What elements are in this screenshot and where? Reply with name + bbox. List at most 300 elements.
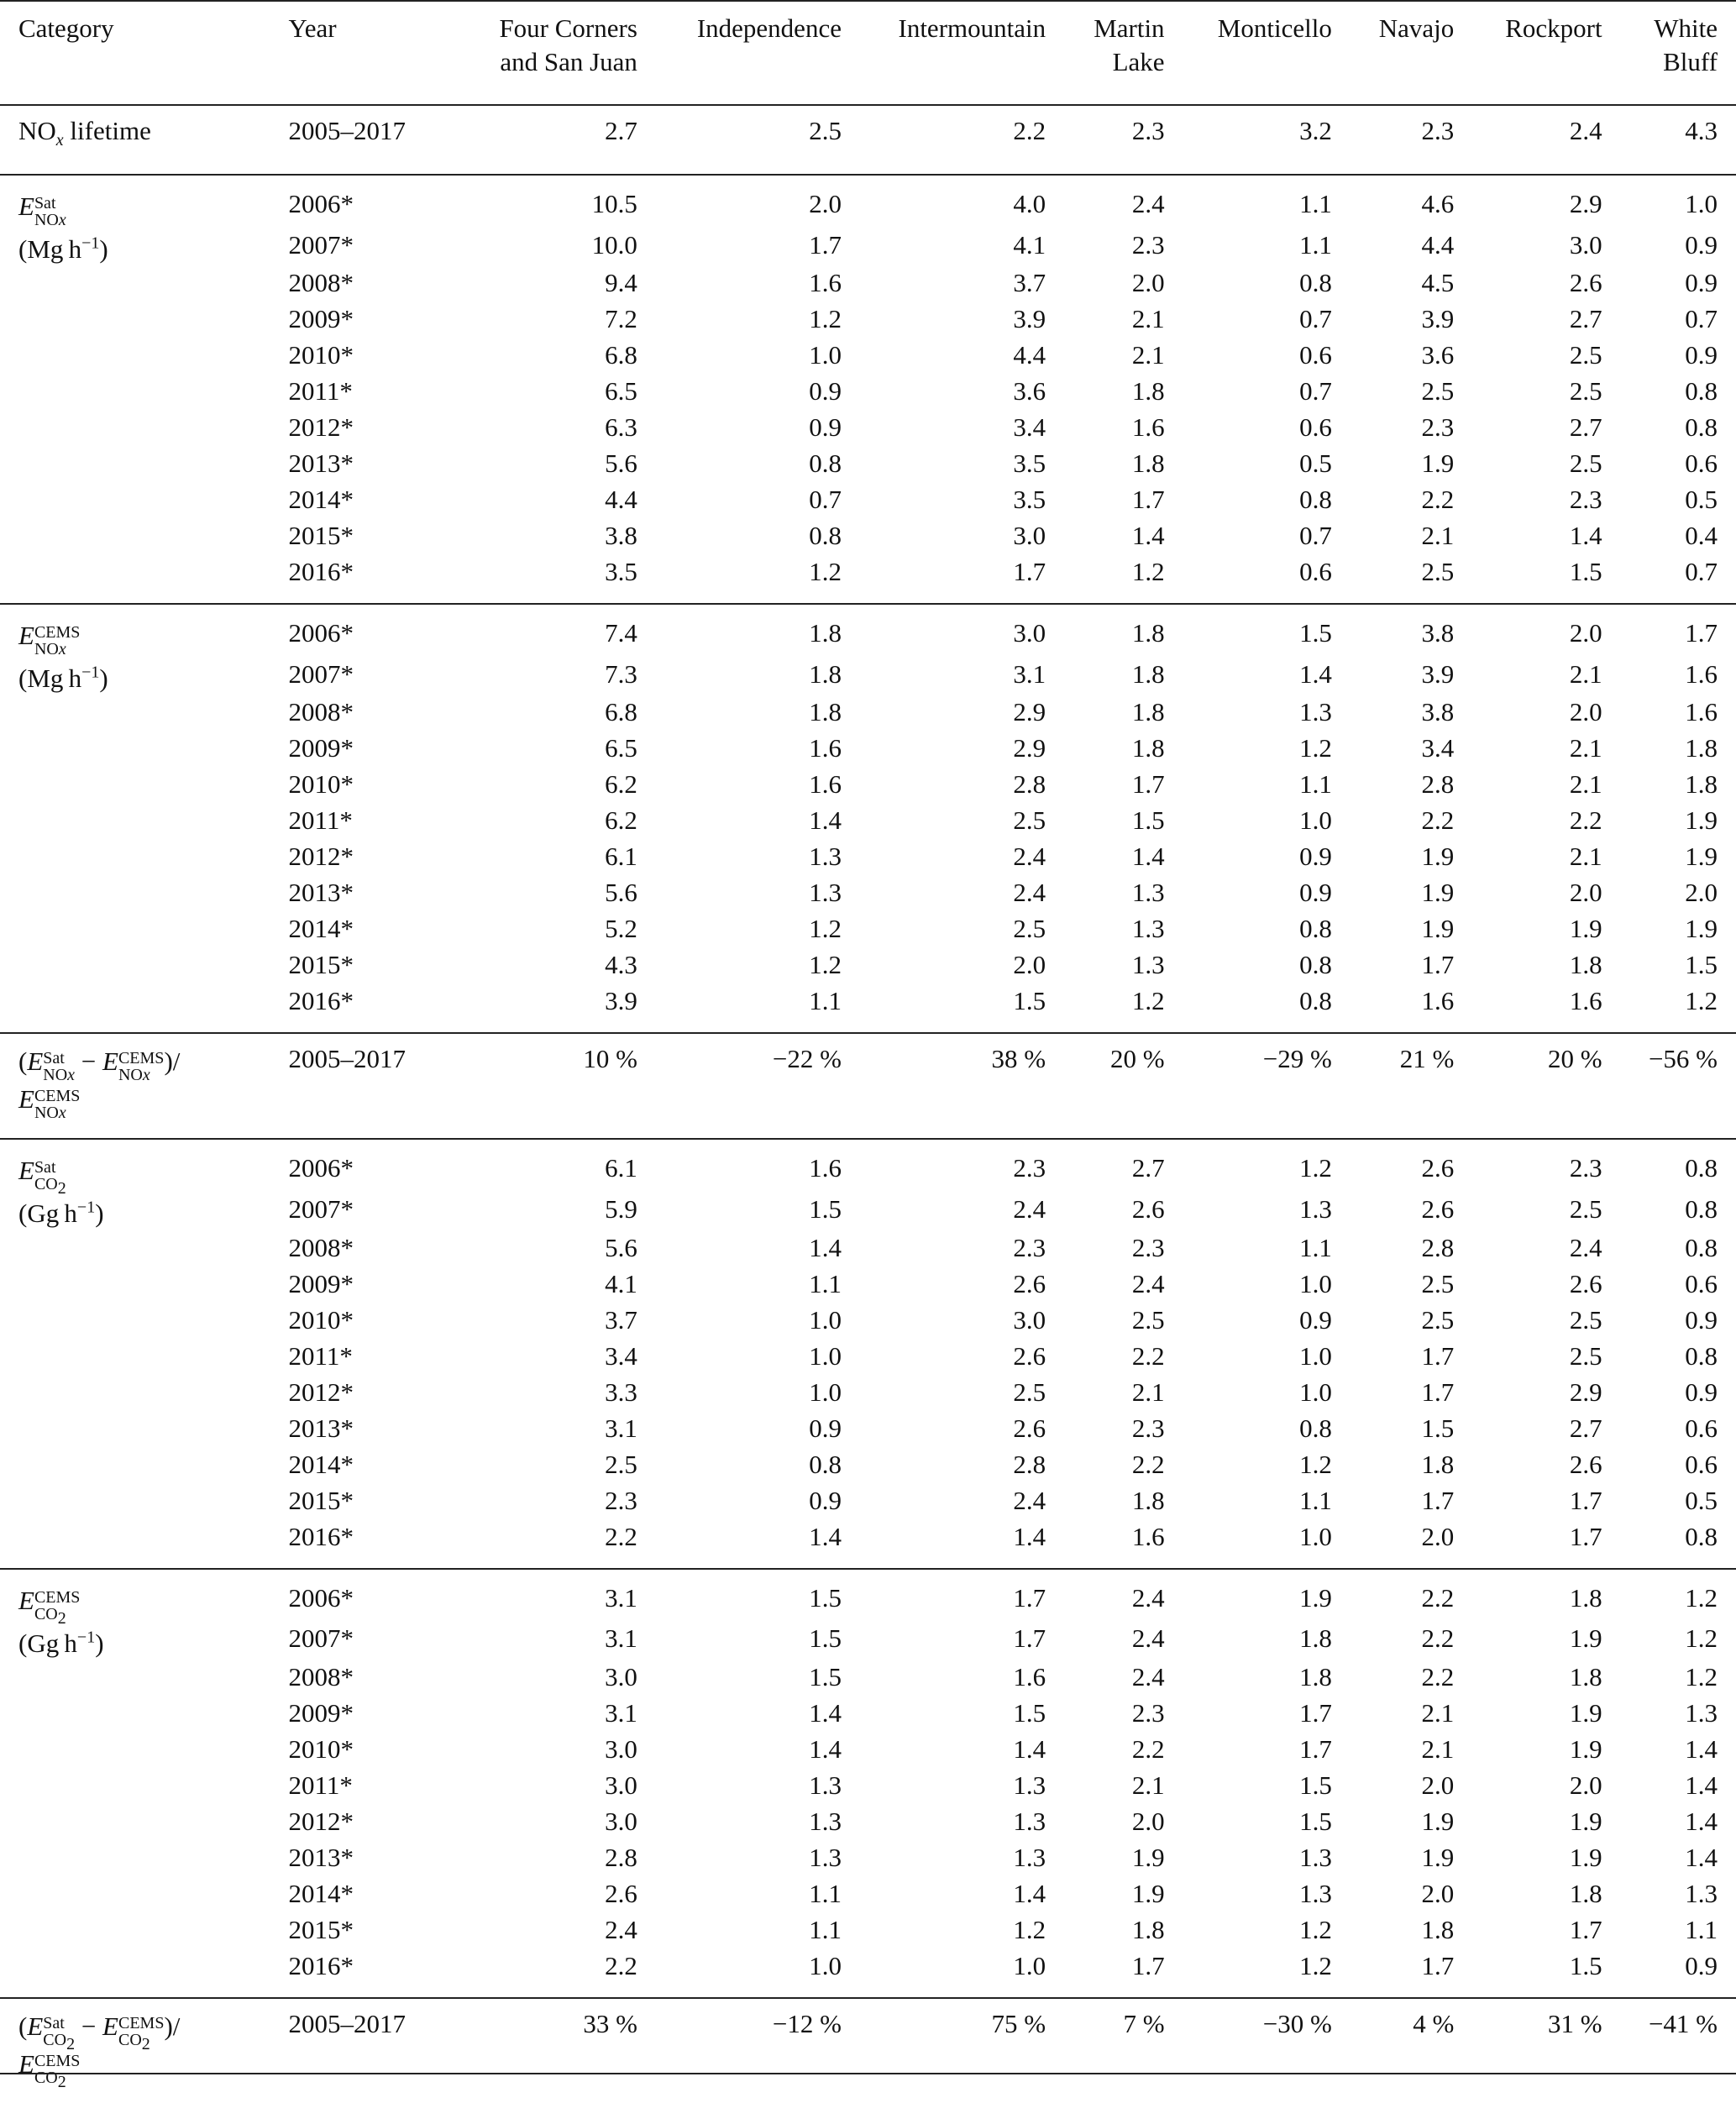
value-cell: 6.8 [605, 340, 637, 370]
value-cell: 2.5 [1013, 1377, 1046, 1407]
value-cell: 3.0 [605, 1733, 637, 1764]
value-cell: 1.3 [1685, 1878, 1718, 1908]
column-header: Intermountain [842, 1, 1046, 105]
value-cell: 1.2 [1131, 986, 1165, 1016]
value-cell: 1.2 [809, 557, 842, 587]
value-cell: 2.8 [1013, 769, 1046, 800]
emission-symbol: E CEMS $CO_2$ [102, 2011, 165, 2053]
value-cell: 0.8 [1685, 376, 1718, 406]
value-cell: 3.9 [1421, 304, 1455, 334]
value-cell: 1.1 [1299, 769, 1332, 800]
year-cell: 2010* [288, 1733, 354, 1764]
year-cell: 2005–2017 [288, 1998, 438, 2103]
table-row [0, 1731, 1736, 1767]
category-cell [0, 1875, 288, 1912]
year-cell: 2009* [288, 1697, 354, 1728]
value-cell: 3.0 [1569, 229, 1602, 260]
value-cell: 1.4 [1299, 658, 1332, 689]
value-cell: 2.5 [1421, 557, 1455, 587]
year-cell: 2006* [288, 175, 438, 227]
header-row [0, 1, 1736, 105]
category-cell [0, 838, 288, 874]
value-cell: 2.6 [1332, 1139, 1454, 1191]
value-cell: 1.9 [1685, 805, 1718, 836]
value-cell: 1.7 [1421, 950, 1455, 980]
value-cell: 1.2 [1685, 1661, 1718, 1691]
value-cell: 4.4 [1013, 340, 1046, 370]
table-row [0, 1482, 1736, 1518]
table-row [0, 1033, 1736, 1139]
value-cell: 10 % [439, 1033, 637, 1139]
category-cell: $NO_x$ lifetime [18, 116, 151, 150]
value-cell: 5.2 [605, 914, 637, 944]
year-cell: 2011* [288, 805, 353, 836]
value-cell: 2.6 [1569, 268, 1602, 298]
value-cell: 1.4 [1685, 1733, 1718, 1764]
category-cell [0, 947, 288, 983]
value-cell: 1.7 [842, 1569, 1046, 1621]
value-cell: 1.0 [1602, 175, 1736, 227]
table-row [0, 1518, 1736, 1569]
value-cell: 2.9 [1013, 733, 1046, 763]
value-cell: 2.3 [1131, 229, 1165, 260]
category-cell [0, 1839, 288, 1875]
table-row [0, 1410, 1736, 1446]
value-cell: 1.3 [1013, 1770, 1046, 1800]
value-cell: 1.5 [1569, 1950, 1602, 1980]
value-cell: 2.0 [1421, 1878, 1455, 1908]
value-cell: 1.5 [1299, 1770, 1332, 1800]
column-header: Year [288, 1, 438, 105]
value-cell: 1.0 [809, 1377, 842, 1407]
year-cell: 2007* [288, 1623, 354, 1654]
unit-label: (Mg $h^{-1}$) [18, 233, 108, 264]
value-cell: 1.2 [1685, 986, 1718, 1016]
value-cell: 2.8 [1421, 769, 1455, 800]
value-cell: 1.5 [1013, 1697, 1046, 1728]
value-cell: 1.1 [1299, 1485, 1332, 1515]
category-cell [0, 337, 288, 373]
year-cell: 2014* [288, 914, 354, 944]
category-cell [0, 1139, 288, 1229]
value-cell: 1.3 [1299, 697, 1332, 727]
value-cell: 0.6 [1299, 557, 1332, 587]
value-cell: 2.0 [1569, 1770, 1602, 1800]
value-cell: 2.1 [1131, 304, 1165, 334]
value-cell: 2.9 [1454, 175, 1602, 227]
value-cell: 2.4 [1013, 842, 1046, 872]
value-cell: 2.5 [1569, 1193, 1602, 1224]
value-cell: 2.1 [1569, 658, 1602, 689]
year-cell: 2010* [288, 340, 354, 370]
value-cell: 1.8 [1299, 1623, 1332, 1654]
year-cell: 2013* [288, 1413, 354, 1443]
year-cell: 2011* [288, 376, 353, 406]
value-cell: 1.7 [1569, 1485, 1602, 1515]
value-cell: 1.1 [1685, 1914, 1718, 1944]
value-cell: 6.2 [605, 805, 637, 836]
value-cell: 2.4 [605, 1914, 637, 1944]
year-cell: 2013* [288, 448, 354, 479]
year-cell: 2012* [288, 842, 354, 872]
value-cell: 2.1 [1421, 521, 1455, 551]
value-cell: 1.1 [1299, 1232, 1332, 1262]
table-row [0, 1875, 1736, 1912]
table-row [0, 1695, 1736, 1731]
value-cell: 1.6 [1685, 697, 1718, 727]
value-cell: 0.8 [1685, 1232, 1718, 1262]
value-cell: 1.3 [1131, 878, 1165, 908]
value-cell: 2.6 [1013, 1413, 1046, 1443]
emission-symbol: E CEMS NOx [18, 1084, 81, 1123]
category-cell [0, 1446, 288, 1482]
value-cell: 3.8 [1332, 604, 1454, 656]
table-row [0, 1266, 1736, 1302]
value-cell: 0.7 [1299, 521, 1332, 551]
category-cell [0, 874, 288, 910]
year-cell: 2013* [288, 878, 354, 908]
value-cell: 0.9 [1685, 1950, 1718, 1980]
value-cell: 4.1 [1013, 229, 1046, 260]
value-cell: 0.8 [1685, 1340, 1718, 1371]
year-cell: 2014* [288, 1449, 354, 1479]
value-cell: 1.3 [1131, 914, 1165, 944]
value-cell: 0.9 [809, 1485, 842, 1515]
value-cell: 1.0 [1299, 1521, 1332, 1551]
value-cell: 1.6 [1685, 658, 1718, 689]
value-cell: 1.5 [1685, 950, 1718, 980]
value-cell: 0.9 [1299, 878, 1332, 908]
column-header: Four Corners and San Juan [439, 1, 637, 105]
category-cell: (E Sat NOx − E CEMS NOx )/ E CEMS NOx [0, 1033, 288, 1139]
value-cell: 1.7 [1013, 557, 1046, 587]
value-cell: 1.2 [1299, 733, 1332, 763]
value-cell: 2.5 [1421, 1304, 1455, 1335]
value-cell: 5.6 [605, 878, 637, 908]
value-cell: 4.4 [1421, 229, 1455, 260]
emission-symbol: E CEMS $CO_2$ [18, 2048, 81, 2091]
value-cell: 1.7 [1299, 1733, 1332, 1764]
emission-symbol: E CEMS NOx [18, 621, 81, 659]
table-row [0, 802, 1736, 838]
column-header: Martin Lake [1046, 1, 1164, 105]
emission-symbol: E Sat $CO_2$ [27, 2011, 76, 2053]
column-header: Rockport [1454, 1, 1602, 105]
value-cell: 4.0 [842, 175, 1046, 227]
value-cell: 2.1 [1421, 1697, 1455, 1728]
value-cell: 2.6 [1013, 1268, 1046, 1298]
table-row [0, 1302, 1736, 1338]
value-cell: 2.4 [1131, 1623, 1165, 1654]
value-cell: 1.3 [809, 878, 842, 908]
table-row [0, 1446, 1736, 1482]
year-cell: 2005–2017 [288, 1033, 438, 1139]
value-cell: 2.7 [605, 116, 637, 145]
value-cell: 2.7 [1569, 412, 1602, 443]
value-cell: 2.7 [1569, 304, 1602, 334]
value-cell: 2.0 [1131, 268, 1165, 298]
value-cell: 2.1 [1131, 1377, 1165, 1407]
year-cell: 2012* [288, 412, 354, 443]
value-cell: 1.3 [1299, 1842, 1332, 1872]
category-cell [0, 517, 288, 553]
value-cell: 1.9 [1569, 1697, 1602, 1728]
value-cell: −41 % [1602, 1998, 1736, 2103]
value-cell: 2.1 [1569, 733, 1602, 763]
value-cell: 1.9 [1421, 1806, 1455, 1836]
value-cell: 1.9 [1131, 1878, 1165, 1908]
value-cell: 2.5 [1569, 448, 1602, 479]
value-cell: 3.1 [605, 1413, 637, 1443]
value-cell: 2.5 [1013, 805, 1046, 836]
value-cell: 1.3 [1131, 950, 1165, 980]
value-cell: 3.8 [1421, 697, 1455, 727]
value-cell: 4.6 [1332, 175, 1454, 227]
value-cell: 4.3 [605, 950, 637, 980]
emission-symbol: E CEMS NOx [102, 1046, 165, 1085]
value-cell: 4.1 [605, 1268, 637, 1298]
value-cell: 1.7 [1299, 1697, 1332, 1728]
value-cell: 3.9 [1421, 658, 1455, 689]
emission-symbol: E CEMS $CO_2$ [18, 1585, 81, 1628]
value-cell: 0.5 [1685, 1485, 1718, 1515]
value-cell: 1.8 [1685, 769, 1718, 800]
value-cell: 20 % [1046, 1033, 1164, 1139]
value-cell: 2.0 [1013, 950, 1046, 980]
value-cell: 0.9 [809, 376, 842, 406]
category-cell [0, 1518, 288, 1569]
value-cell: 1.6 [637, 1139, 842, 1191]
value-cell: 1.5 [1165, 604, 1332, 656]
value-cell: 3.0 [605, 1770, 637, 1800]
value-cell: 1.5 [1421, 1413, 1455, 1443]
value-cell: 2.5 [1569, 1304, 1602, 1335]
value-cell: 2.5 [809, 116, 842, 145]
year-cell: 2008* [288, 268, 354, 298]
value-cell: 0.8 [1299, 950, 1332, 980]
value-cell: 1.8 [1569, 1878, 1602, 1908]
value-cell: 0.6 [1299, 340, 1332, 370]
value-cell: 3.9 [605, 986, 637, 1016]
value-cell: 3.6 [1421, 340, 1455, 370]
value-cell: 2.2 [1131, 1340, 1165, 1371]
value-cell: 1.2 [809, 914, 842, 944]
value-cell: 1.8 [809, 697, 842, 727]
value-cell: 1.9 [1569, 1733, 1602, 1764]
year-cell: 2012* [288, 1806, 354, 1836]
value-cell: −29 % [1165, 1033, 1332, 1139]
value-cell: 10.0 [591, 229, 637, 260]
value-cell: 2.8 [605, 1842, 637, 1872]
value-cell: 1.6 [1569, 986, 1602, 1016]
value-cell: 2.4 [1046, 1569, 1164, 1621]
category-cell [0, 604, 288, 694]
value-cell: 2.3 [1131, 1413, 1165, 1443]
value-cell: 1.8 [1685, 733, 1718, 763]
category-cell [0, 175, 288, 265]
column-header: White Bluff [1602, 1, 1736, 105]
value-cell: 2.6 [1131, 1193, 1165, 1224]
value-cell: 1.7 [1013, 1623, 1046, 1654]
value-cell: 2.1 [1131, 340, 1165, 370]
value-cell: 1.0 [809, 1950, 842, 1980]
value-cell: 2.2 [1013, 116, 1046, 145]
value-cell: 0.4 [1685, 521, 1718, 551]
year-cell: 2006* [288, 1569, 438, 1621]
column-header: Navajo [1332, 1, 1454, 105]
value-cell: 1.4 [809, 1697, 842, 1728]
value-cell: 2.5 [1421, 376, 1455, 406]
category-cell [0, 481, 288, 517]
value-cell: 1.9 [1569, 1623, 1602, 1654]
value-cell: 2.5 [1569, 1340, 1602, 1371]
value-cell: 7.4 [439, 604, 637, 656]
emission-symbol: E Sat $CO_2$ [18, 1156, 66, 1198]
table-row [0, 553, 1736, 604]
value-cell: 1.0 [809, 1340, 842, 1371]
table-row [0, 874, 1736, 910]
value-cell: 1.6 [1131, 1521, 1165, 1551]
value-cell: 1.5 [809, 1661, 842, 1691]
value-cell: 10.5 [439, 175, 637, 227]
value-cell: 0.8 [1685, 1193, 1718, 1224]
table-row [0, 337, 1736, 373]
value-cell: 1.4 [1685, 1842, 1718, 1872]
value-cell: 1.4 [809, 1733, 842, 1764]
value-cell: 2.2 [1332, 1569, 1454, 1621]
unit-label: (Gg $h^{-1}$) [18, 1198, 104, 1229]
value-cell: 1.0 [809, 340, 842, 370]
value-cell: 2.9 [1569, 1377, 1602, 1407]
unit-label: (Mg $h^{-1}$) [18, 663, 108, 694]
table-row [0, 1948, 1736, 1998]
value-cell: 0.8 [1299, 485, 1332, 515]
category-cell [0, 1803, 288, 1839]
table-row [0, 301, 1736, 337]
value-cell: 7 % [1046, 1998, 1164, 2103]
value-cell: 1.0 [1299, 1340, 1332, 1371]
value-cell: 2.5 [1569, 376, 1602, 406]
table-row [0, 604, 1736, 656]
table-row [0, 1839, 1736, 1875]
value-cell: 2.2 [1569, 805, 1602, 836]
value-cell: 1.8 [1569, 950, 1602, 980]
table-row [0, 1569, 1736, 1621]
value-cell: 1.4 [1685, 1806, 1718, 1836]
table-row [0, 517, 1736, 553]
value-cell: 0.8 [809, 448, 842, 479]
year-cell: 2011* [288, 1340, 353, 1371]
table-row [0, 983, 1736, 1033]
value-cell: 1.8 [1569, 1661, 1602, 1691]
value-cell: 4 % [1332, 1998, 1454, 2103]
value-cell: 1.4 [1685, 1770, 1718, 1800]
value-cell: 1.7 [1131, 1950, 1165, 1980]
value-cell: 2.5 [605, 1449, 637, 1479]
value-cell: 0.6 [1685, 1449, 1718, 1479]
value-cell: 3.1 [439, 1569, 637, 1621]
value-cell: 31 % [1454, 1998, 1602, 2103]
value-cell: 1.7 [1569, 1521, 1602, 1551]
value-cell: 6.5 [605, 733, 637, 763]
value-cell: 2.4 [1569, 1232, 1602, 1262]
category-cell [0, 730, 288, 766]
table-row [0, 730, 1736, 766]
value-cell: 1.5 [809, 1623, 842, 1654]
value-cell: 2.6 [605, 1878, 637, 1908]
category-cell [0, 1569, 288, 1659]
column-header: Independence [637, 1, 842, 105]
value-cell: 3.5 [1013, 485, 1046, 515]
value-cell: 3.0 [1013, 1304, 1046, 1335]
value-cell: 1.5 [809, 1193, 842, 1224]
value-cell: 1.6 [1131, 412, 1165, 443]
year-cell: 2014* [288, 485, 354, 515]
category-cell [0, 1695, 288, 1731]
value-cell: 2.3 [1013, 1232, 1046, 1262]
value-cell: 2.3 [1421, 412, 1455, 443]
year-cell: 2011* [288, 1770, 353, 1800]
category-cell [0, 1948, 288, 1998]
value-cell: 3.5 [1013, 448, 1046, 479]
value-cell: 1.1 [1299, 229, 1332, 260]
value-cell: 3.4 [605, 1340, 637, 1371]
value-cell: 3.0 [1013, 521, 1046, 551]
year-cell: 2009* [288, 733, 354, 763]
value-cell: −30 % [1165, 1998, 1332, 2103]
value-cell: 6.8 [605, 697, 637, 727]
value-cell: 0.9 [1299, 842, 1332, 872]
value-cell: 2.0 [1685, 878, 1718, 908]
value-cell: 1.0 [1299, 1377, 1332, 1407]
value-cell: 1.6 [809, 733, 842, 763]
value-cell: 0.9 [809, 412, 842, 443]
category-cell [0, 373, 288, 409]
value-cell: 1.1 [809, 1914, 842, 1944]
value-cell: 1.9 [1421, 914, 1455, 944]
value-cell: 1.4 [809, 1521, 842, 1551]
value-cell: 0.8 [1299, 268, 1332, 298]
value-cell: 1.4 [1131, 521, 1165, 551]
table-row [0, 1230, 1736, 1266]
value-cell: 1.7 [1421, 1485, 1455, 1515]
value-cell: 6.2 [605, 769, 637, 800]
category-cell [0, 910, 288, 947]
value-cell: 1.3 [1013, 1842, 1046, 1872]
value-cell: 2.3 [842, 1139, 1046, 1191]
value-cell: 1.9 [1421, 1842, 1455, 1872]
year-cell: 2010* [288, 769, 354, 800]
value-cell: 0.8 [1299, 1413, 1332, 1443]
value-cell: 1.4 [809, 1232, 842, 1262]
value-cell: 0.6 [1685, 1268, 1718, 1298]
value-cell: 2.2 [605, 1950, 637, 1980]
value-cell: 0.8 [809, 1449, 842, 1479]
value-cell: 1.8 [1131, 376, 1165, 406]
value-cell: 1.5 [1569, 557, 1602, 587]
value-cell: 2.2 [605, 1521, 637, 1551]
value-cell: 1.0 [809, 1304, 842, 1335]
value-cell: 1.6 [1013, 1661, 1046, 1691]
value-cell: 3.0 [842, 604, 1046, 656]
value-cell: 1.6 [809, 268, 842, 298]
year-cell: 2016* [288, 557, 354, 587]
value-cell: 1.2 [1013, 1914, 1046, 1944]
value-cell: 1.2 [1131, 557, 1165, 587]
value-cell: 3.7 [605, 1304, 637, 1335]
value-cell: 0.9 [1299, 1304, 1332, 1335]
value-cell: 1.4 [1131, 842, 1165, 872]
